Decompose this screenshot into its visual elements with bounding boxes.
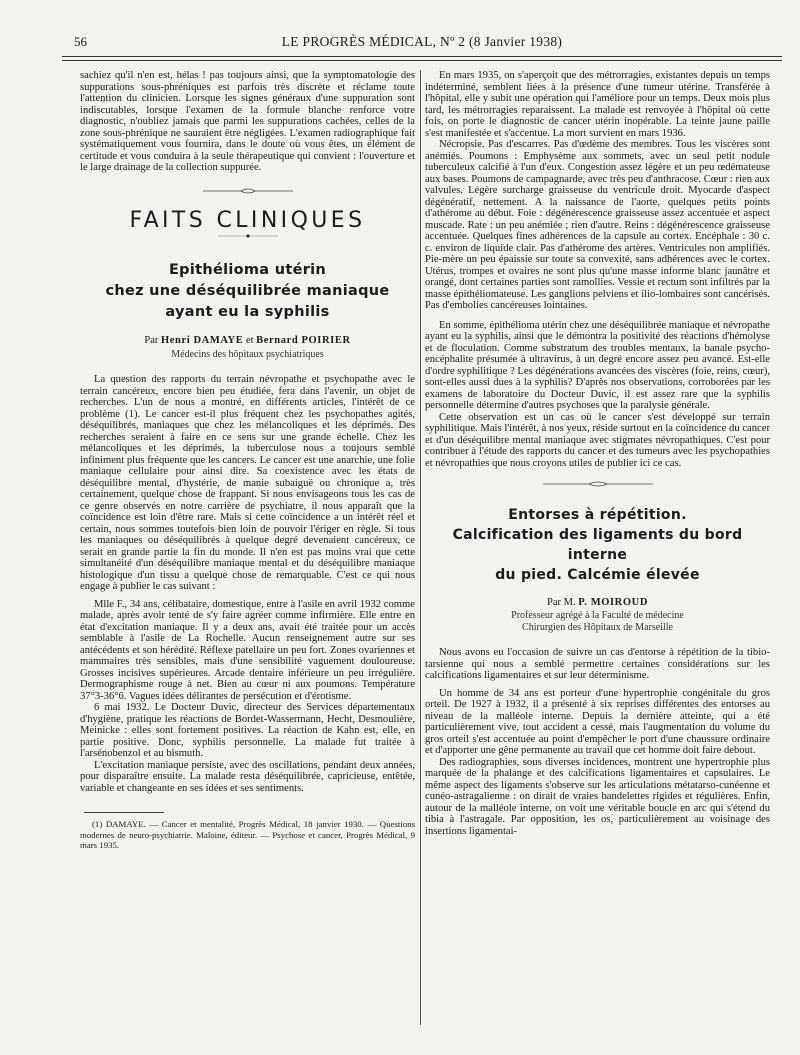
- header-rule: [62, 56, 782, 57]
- article1-title-line3: ayant eu la syphilis: [165, 304, 330, 320]
- left-column: [80, 70, 415, 851]
- article2-paragraph: Nous avons eu l'occasion de suivre un cas d'entorse à répétition de la tibio-tarsienne qui nous a semblé permettre certaines considérations sur les calcifications ligamentaires et sur leur déterminisme.: [425, 647, 770, 681]
- summary-paragraph: En somme, épithélioma utérin chez une déséquilibrée maniaque et névropathe ayant eu la syphilis, ainsi que le démontra la positivité des réactions d'hémolyse et de floculation. Comme substratum des troubles mentaux, la banale psycho-encéphalite présumée à ultravirus, à un degré encore assez peu avancé. Est-elle d'ordre syphilitique ? Les dégénérations avancées des viscères (foie, reins, cœur), sont-elles aussi dues à la syphilis? D'après nos observations, corroborées par les examens de laboratoire du Docteur Duvic, il est assez rare que la syphilis personnelle détermine d'autres psychoses que la paralysie générale.: [425, 319, 770, 411]
- article1-paragraph: 6 mai 1932. Le Docteur Duvic, directeur des Services départementaux d'hygiène, pratique les réactions de Bordet-Wassermann, Hecht, Desmoulière, Meinicke : elles sont fortement positives. La réaction de Kahn est, elle, en partie positive. Donc, syphilis personnelle. La malade fut traitée à l'arsénobenzol et au bismuth.: [80, 702, 415, 759]
- byline-et: et: [245, 335, 254, 346]
- article1-affiliation: Médecins des hôpitaux psychiatriques: [171, 348, 324, 360]
- author-moiroud: P. MOIROUD: [578, 596, 648, 608]
- article1-continued-paragraph: En mars 1935, on s'aperçoit que des métrorragies, existantes depuis un temps indéterminé, semblent liées à la présence d'une tumeur utérine. Transférée à l'hôpital, elle y subit une opération qui l'améliore pour un temps. Deux mois plus tard, les métrorragies reparaissent. La malade est renvoyée à l'hôpital où cette fois, on porte le diagnostic de cancer utérin inopérable. La teinte jaune paille s'est manifestée et s'accentue. La mort survient en mars 1936.: [425, 70, 770, 139]
- byline-par: Par: [144, 335, 159, 346]
- ornament-flourish-icon: [543, 480, 653, 488]
- article1-title-line1: Epithélioma utérin: [168, 262, 327, 278]
- article1-paragraph: Mlle F., 34 ans, célibataire, domestique, entre à l'asile en avril 1932 comme malade, après avoir tenté de s'y faire agréer comme infirmière. Elle entre en état d'excitation maniaque. Il y a deux ans, avait été traitée pour un accès semblable à l'asile de La Rochelle. Aucun renseignement autre sur ses antécédents et son hérédité. Réflexe patellaire un peu fort. Zones ovariennes et mammaires très sensibles, mais d'une sensibilité vaguement douloureuse. Grosses incisives supérieures. Arcade dentaire inférieure un peu irrégulière. Dermographisme rouge à net. Bien au cœur ni aux poumons. Température 37°3-36°6. Vagues idées délirantes de persécution et d'érotisme.: [80, 598, 415, 702]
- intro-paragraph: sachiez qu'il n'en est, hélas ! pas toujours ainsi, que la symptomatologie des suppurations sous-phréniques est parfois très discrète et réclame toute l'attention du clinicien. Lorsque les signes généraux d'une suppuration sont indiscutables, lorsque l'examen de la formule blanche renforce votre diagnostic, n'oubliez jamais que parmi les suppurations cachées, celles de la zone sous-phrénique ne sauraient être négligées. L'examen radiographique fait systématiquement vous fournira, dans le doute où vous êtes, un élément de certitude et vous conduira à la seule thérapeutique qui convient : l'ouverture et le large drainage de la collection suppurée.: [80, 70, 415, 173]
- article2-affiliation-line2: Chirurgien des Hôpitaux de Marseille: [522, 621, 673, 633]
- article1-title-line2: chez une déséquilibrée maniaque: [105, 283, 390, 299]
- article2-affiliation-line1: Professeur agrégé à la Faculté de médecine: [511, 610, 684, 621]
- column-separator: [420, 70, 421, 1025]
- running-title: LE PROGRÈS MÉDICAL, Nº 2 (8 Janvier 1938): [281, 34, 563, 49]
- article2-title-line3: du pied. Calcémie élevée: [495, 566, 700, 583]
- conclusion-paragraph: Cette observation est un cas où le cancer s'est développé sur terrain syphilitique. Mais l'intérêt, à nos yeux, réside surtout en la coïncidence du cancer et d'un déséquilibre mental maniaque avec stigmates névropathiques. C'est pour contribuer à l'étude des rapports du cancer et des tumeurs avec les psychopathies et névropathies que nous croyons utiles de publier ici ce cas.: [425, 411, 770, 469]
- article2-paragraph: Un homme de 34 ans est porteur d'une hypertrophie congénitale du gros orteil. De 1927 à 1932, il a présenté à six reprises différentes des entorses au niveau de la malléole interne. Depuis la dernière atteinte, qui a été particulièrement vive, tout accident a cessé, mais l'augmentation du volume du gros orteil s'est accentuée au point d'empêcher le port d'une chaussure ordinaire et d'apporter une gêne permanente au travail que cet homme doit faire debout.: [425, 687, 770, 756]
- ornament-flourish-icon: [203, 187, 293, 195]
- right-column: [425, 70, 770, 837]
- section-heading: FAITS CLINIQUES: [129, 208, 366, 233]
- article1-paragraph: L'excitation maniaque persiste, avec des oscillations, pendant deux années, pour disparaître ensuite. La malade resta déséquilibrée, capricieuse, entêtée, variable et changeante en ses idées et ses sentiments.: [80, 759, 415, 794]
- ornament-divider: [80, 186, 415, 198]
- footnote-rule: [84, 812, 164, 813]
- article1-title: [80, 260, 415, 323]
- page-number: 56: [74, 34, 87, 49]
- article2-byline: [425, 597, 770, 609]
- article2-title-line1: Entorses à répétition.: [508, 506, 687, 523]
- article2-title: [425, 505, 770, 585]
- article2-paragraph: Des radiographies, sous diverses incidences, montrent une hypertrophie plus marquée de la phalange et des calcifications ligamentaires et capsulaires. Le même aspect des ligaments s'observe sur les articulations métatarso-cunéenne et cunéo-astragalienne : on dirait de vraies bandelettes rigides et régulières. Enfin, autour de la malléole interne, on voit une véritable boucle en arc qui s'étend du tibia à l'astragale. Par opposition, les os, particulièrement au voisinage des insertions ligamentai-: [425, 756, 770, 837]
- article2-title-line2: Calcification des ligaments du bord interne: [452, 526, 743, 563]
- header-rule-double: [62, 60, 782, 61]
- article1-byline: [80, 335, 415, 347]
- article1-paragraph: La question des rapports du terrain névropathe et psychopathe avec le terrain cancéreux, encore bien peu étudiée, fera dans l'avenir, un objet de recherches. L'un de nous a montré, en différents articles, l'intérêt de ce problème (1). Le cancer est-il plus fréquent chez les psychopathes agités, déséquilibrés, maniaques que chez les mélancoliques et les déprimés. Des recherches seraient à faire en ce sens sur une grande échelle. Chez les mélancoliques et les déprimés, la tuberculose nous a toujours semblé infiniment plus fréquente que les cancers. Le cancer est une anarchie, une folie maniaque cellulaire pour ainsi dire. Sa coexistence avec les états de déséquilibre mental, d'hystérie, de manie subaiguë ou chronique a, très certainement, quelque chose de frappant. Si nous envisageons tous les cas de ce genre observés en notre carrière de psychiatre, il nous apparaît que la coïncidence est loin d'être rare. Mais si cette coïncidence a un intérêt réel et certain, nous sommes toutefois bien loin de pouvoir l'ériger en règle. Si tous les maniaques ou déséquilibrés à quelque degré devenaient cancéreux, ce serait en grande partie la fin du monde. Il n'en est pas moins vrai que cette simultanéité d'un déséquilibre maniaque mental et du déséquilibre maniaque histologique d'un tissu a quelque chose de remarquable. C'est ce qui nous engage à publier le cas suivant :: [80, 374, 415, 592]
- dot-line-icon: [218, 233, 278, 239]
- author-damaye: Henri DAMAYE: [160, 335, 244, 346]
- necropsy-paragraph: Nécropsie. Pas d'escarres. Pas d'œdème des membres. Tous les viscères sont anémiés. Poumons : Emphysème aux sommets, avec un seul petit nodule tuberculeux calcifié à l'un d'eux. Congestion assez légère et un peu œdémateuse aux bases. Poumons de campagnarde, avec très peu d'anthracose. Cœur : rien aux valvules. Légère surcharge graisseuse du ventricule droit. Myocarde d'aspect dégénératif, nettement. A la naissance de l'aorte, quelques petits points d'athérome au début. Foie : dégénérescence graisseuse assez accentuée et aspect muscade. Rate : un peu anémiée ; rien d'autre. Reins : dégénérescence graisseuse accentuée. Quelques fines adhérences de la capsule au cortex. Encéphale : 30 c. c. environ de liquide clair. Pas d'athérome des artères. Ventricules non amplifiés. Pie-mère un peu épaissie sur toute sa convexité, sans adhérences avec le cortex. Utérus, trompes et ovaires ne sont plus qu'une masse informe blanc jaunâtre et orangé, dont certaines parties sont ramollies. Vessie et rectum sont infiltrés par la masse épithéliomateuse. Les ganglions pelviens et ilio-lombaires sont cancérisés. Pas d'embolies cancéreuses lointaines.: [425, 139, 770, 311]
- footnote: (1) DAMAYE. — Cancer et mentalité, Progrès Médical, 18 janvier 1930. — Questions modernes de neuro-psychiatrie. Maloine, éditeur. — Psychose et cancer, Progrès Médical, 9 mars 1935.: [80, 819, 415, 850]
- ornament-divider: [425, 479, 770, 491]
- byline-par: Par M.: [547, 596, 576, 608]
- page-header: [62, 34, 782, 54]
- author-poirier: Bernard POIRIER: [256, 335, 351, 346]
